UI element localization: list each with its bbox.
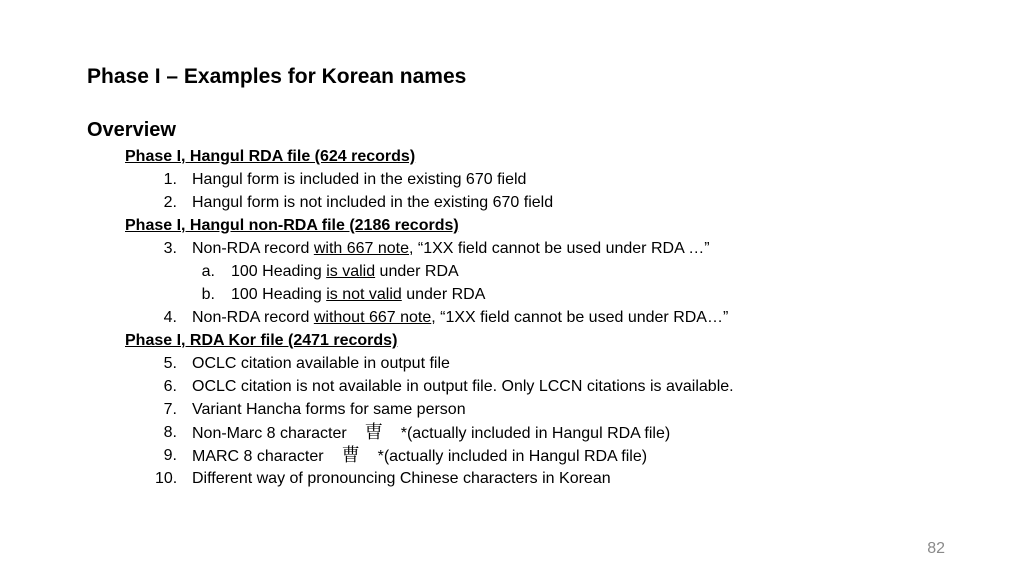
- item-text: Variant Hancha forms for same person: [192, 401, 466, 418]
- item-number: 5.: [163, 355, 177, 372]
- item-number: 3.: [163, 240, 177, 257]
- item-number: 7.: [163, 401, 177, 418]
- item-text: 100 Heading is not valid under RDA: [231, 286, 486, 303]
- item-text: MARC 8 character 曹 *(actually included in Hangul RDA file): [192, 445, 648, 466]
- overview-heading: Overview: [87, 119, 176, 141]
- item-number: 10.: [155, 470, 178, 487]
- item-letter: a.: [201, 263, 215, 280]
- item-number: 6.: [163, 378, 177, 395]
- item-number: 8.: [163, 424, 177, 441]
- item-number: 1.: [163, 171, 177, 188]
- item-text: Hangul form is included in the existing 670 field: [192, 171, 527, 188]
- item-letter: b.: [201, 286, 215, 303]
- item-text: 100 Heading is valid under RDA: [231, 263, 459, 280]
- slide-title: Phase I – Examples for Korean names: [87, 65, 467, 88]
- section-heading-rda-kor: Phase I, RDA Kor file (2471 records): [125, 332, 398, 349]
- item-text: OCLC citation is not available in output file. Only LCCN citations is available.: [192, 378, 734, 395]
- item-text: Non-RDA record with 667 note, “1XX field cannot be used under RDA …”: [192, 240, 710, 257]
- item-number: 2.: [163, 194, 177, 211]
- item-text: Different way of pronouncing Chinese characters in Korean: [192, 470, 611, 487]
- item-text: Non-Marc 8 character 曺 *(actually included in Hangul RDA file): [192, 422, 671, 443]
- item-number: 9.: [163, 447, 177, 464]
- section-heading-hangul-non-rda: Phase I, Hangul non-RDA file (2186 records): [125, 217, 459, 234]
- hancha-character: 曹: [341, 445, 360, 466]
- item-text: Hangul form is not included in the existing 670 field: [192, 194, 554, 211]
- item-text: OCLC citation available in output file: [192, 355, 450, 372]
- item-number: 4.: [163, 309, 177, 326]
- section-heading-hangul-rda: Phase I, Hangul RDA file (624 records): [125, 148, 416, 165]
- page-number: 82: [927, 540, 945, 557]
- hancha-character: 曺: [364, 422, 383, 443]
- item-text: Non-RDA record without 667 note, “1XX field cannot be used under RDA…”: [192, 309, 729, 326]
